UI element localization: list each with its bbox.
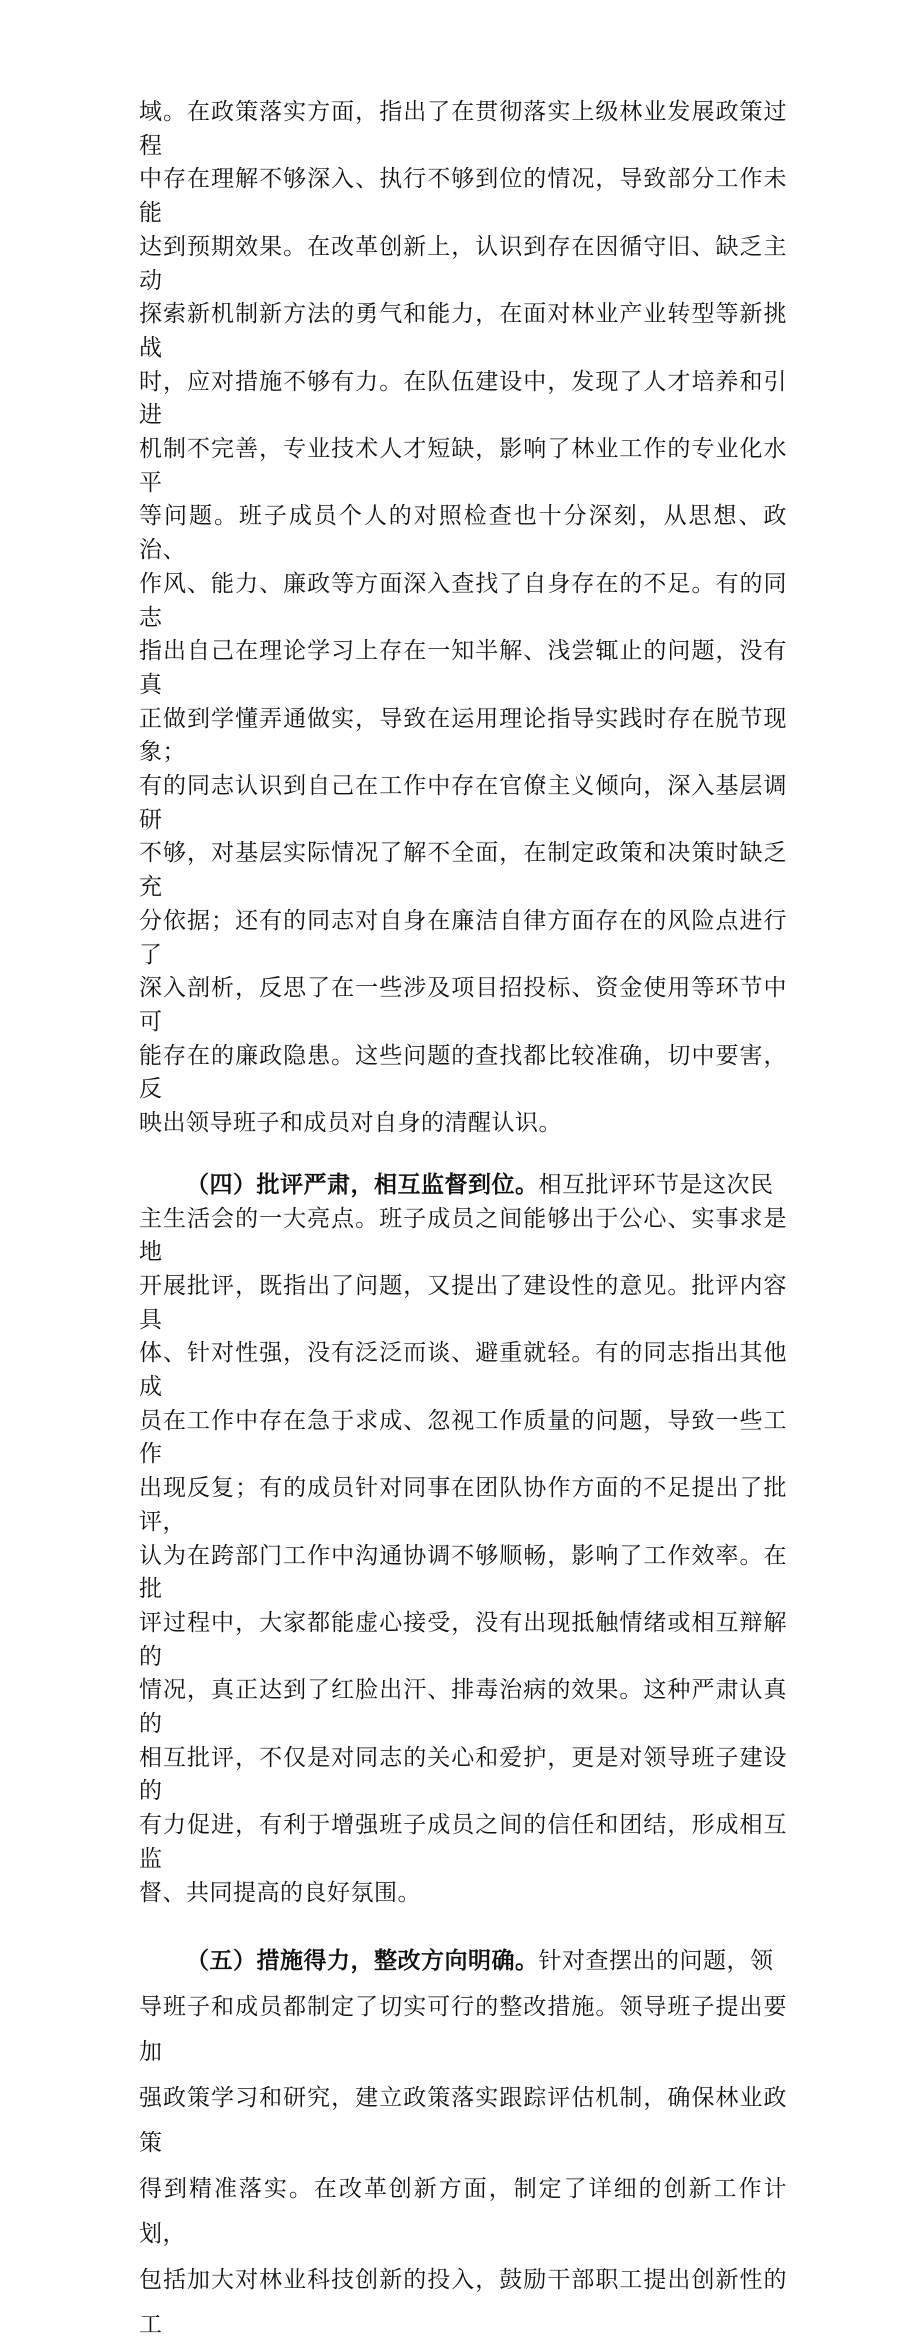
paragraph-criticism bbox=[139, 1168, 787, 1910]
paragraph-rectification bbox=[139, 1938, 787, 2349]
text-line-first bbox=[139, 1168, 787, 1203]
text-line: 包括加大对林业科技创新的投入，鼓励干部职工提出创新性的工 bbox=[139, 2266, 787, 2339]
text-line-first bbox=[139, 1938, 787, 1985]
text-line: 相互批评，不仅是对同志的关心和爱护，更是对领导班子建设的 bbox=[139, 1744, 787, 1805]
text-run: 针对查摆出的问题，领 bbox=[538, 1948, 774, 1975]
text-line: 不够，对基层实际情况了解不全面，在制定政策和决策时缺乏充 bbox=[139, 840, 787, 901]
text-line: 情况，真正达到了红脸出汗、排毒治病的效果。这种严肃认真的 bbox=[139, 1677, 787, 1738]
text-line: 督、共同提高的良好氛围。 bbox=[139, 1879, 421, 1906]
text-line: 指出自己在理论学习上存在一知半解、浅尝辄止的问题，没有真 bbox=[139, 638, 787, 698]
text-line: 有的同志认识到自己在工作中存在官僚主义倾向，深入基层调研 bbox=[139, 773, 787, 833]
text-line: 认为在跨部门工作中沟通协调不够顺畅，影响了工作效率。在批 bbox=[139, 1542, 787, 1603]
text-line: 机制不完善，专业技术人才短缺，影响了林业工作的专业化水平 bbox=[139, 436, 787, 496]
text-line: 作风、能力、廉政等方面深入查找了自身存在的不足。有的同志 bbox=[139, 570, 787, 631]
paragraph-self-examination bbox=[139, 96, 787, 1141]
text-line: 映出领导班子和成员对自身的清醒认识。 bbox=[139, 1110, 562, 1137]
text-line: 探索新机制新方法的勇气和能力，在面对林业产业转型等新挑战 bbox=[139, 301, 787, 361]
text-line: 得到精准落实。在改革创新方面，制定了详细的创新工作计划， bbox=[139, 2175, 787, 2248]
text-line: 等问题。班子成员个人的对照检查也十分深刻，从思想、政治、 bbox=[139, 503, 787, 564]
text-line: 达到预期效果。在改革创新上，认识到存在因循守旧、缺乏主动 bbox=[139, 233, 787, 294]
text-line: 深入剖析，反思了在一些涉及项目招投标、资金使用等环节中可 bbox=[139, 975, 787, 1035]
text-line: 主生活会的一大亮点。班子成员之间能够出于公心、实事求是地 bbox=[139, 1205, 787, 1266]
text-line: 有力促进，有利于增强班子成员之间的信任和团结，形成相互监 bbox=[139, 1812, 787, 1872]
text-line: 时，应对措施不够有力。在队伍建设中，发现了人才培养和引进 bbox=[139, 368, 787, 429]
text-line: 域。在政策落实方面，指出了在贯彻落实上级林业发展政策过程 bbox=[139, 99, 787, 159]
section-heading-5: （五）措施得力，整改方向明确。 bbox=[186, 1947, 539, 1975]
text-line: 分依据；还有的同志对自身在廉洁自律方面存在的风险点进行了 bbox=[139, 907, 787, 968]
text-line: 强政策学习和研究，建立政策落实跟踪评估机制，确保林业政策 bbox=[139, 2084, 787, 2157]
section-heading-4: （四）批评严肃，相互监督到位。 bbox=[186, 1170, 539, 1198]
text-run: 相互批评环节是这次民 bbox=[538, 1171, 774, 1198]
text-line: 员在工作中存在急于求成、忽视工作质量的问题，导致一些工作 bbox=[139, 1407, 787, 1468]
text-line: 出现反复；有的成员针对同事在团队协作方面的不足提出了批评， bbox=[139, 1475, 787, 1535]
text-line: 能存在的廉政隐患。这些问题的查找都比较准确，切中要害，反 bbox=[139, 1042, 787, 1103]
text-line: 导班子和成员都制定了切实可行的整改措施。领导班子提出要加 bbox=[139, 1993, 787, 2066]
text-line: 正做到学懂弄通做实，导致在运用理论指导实践时存在脱节现象； bbox=[139, 705, 787, 766]
text-line: 开展批评，既指出了问题，又提出了建设性的意见。批评内容具 bbox=[139, 1272, 787, 1333]
document-page bbox=[139, 96, 787, 2349]
text-line: 评过程中，大家都能虚心接受，没有出现抵触情绪或相互辩解的 bbox=[139, 1609, 787, 1670]
text-line: 体、针对性强，没有泛泛而谈、避重就轻。有的同志指出其他成 bbox=[139, 1340, 787, 1401]
text-line: 中存在理解不够深入、执行不够到位的情况，导致部分工作未能 bbox=[139, 166, 787, 227]
